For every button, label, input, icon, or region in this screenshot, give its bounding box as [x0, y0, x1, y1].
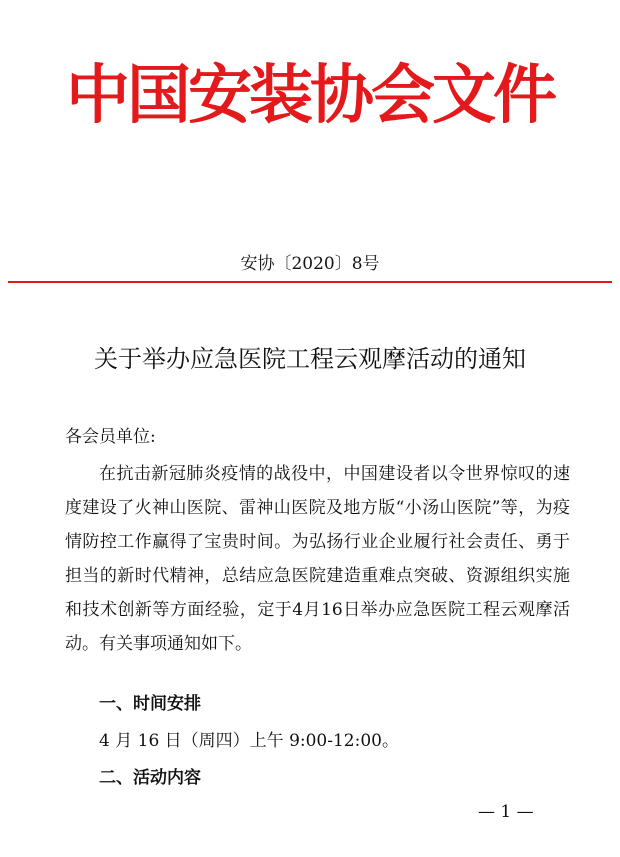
body-paragraph: 在抗击新冠肺炎疫情的战役中，中国建设者以令世界惊叹的速度建设了火神山医院、雷神山医院及地方版“小汤山医院”等，为疫情防控工作赢得了宝贵时间。为弘扬行业企业履行社会责任、勇于担当的新时代精神，总结应急医院建造重难点突破、资源组织实施和技术创新等方面经验，定于4月16日举办应急医院工程云观摩活动。有关事项通知如下。 — [65, 464, 570, 654]
section-heading-schedule: 一、时间安排 — [99, 694, 201, 714]
page-number: — 1 — — [478, 802, 534, 822]
section-heading-content: 二、活动内容 — [99, 768, 201, 788]
red-divider — [8, 281, 612, 283]
salutation: 各会员单位: — [65, 427, 156, 447]
issuer-title: 中国安装协会文件 — [66, 59, 554, 133]
notice-title: 关于举办应急医院工程云观摩活动的通知 — [94, 345, 526, 373]
schedule-text: 4 月 16 日（周四）上午 9:00-12:00。 — [99, 731, 399, 751]
document-number: 安协〔2020〕8号 — [240, 254, 380, 274]
